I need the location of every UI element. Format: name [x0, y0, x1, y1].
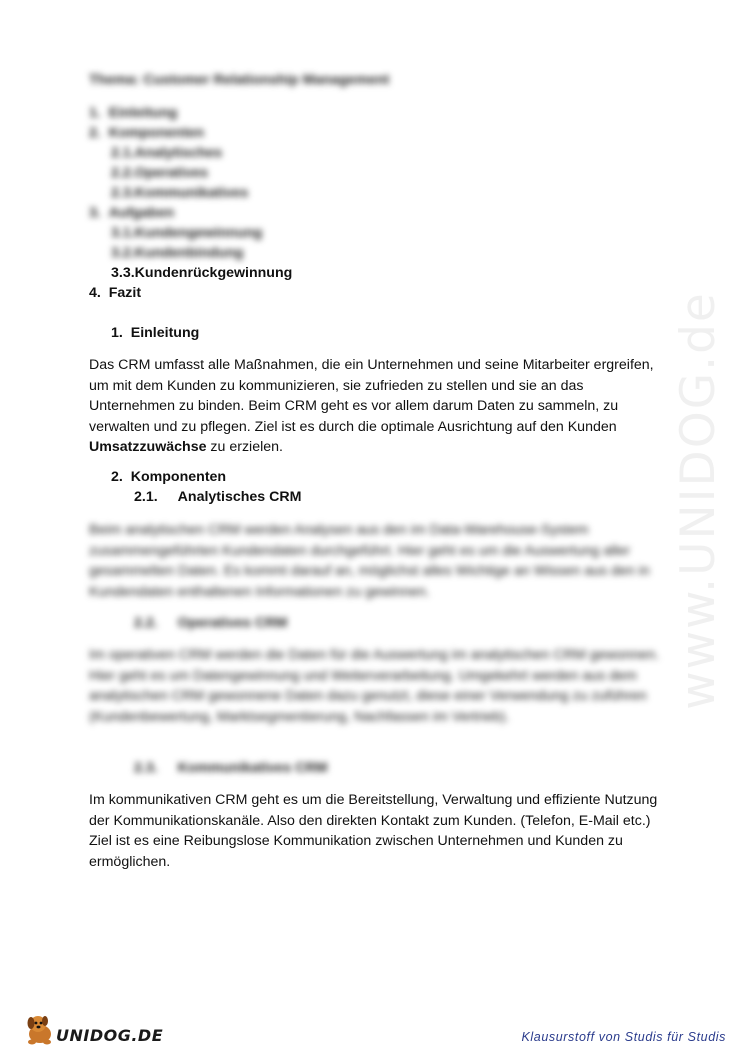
toc-label: Analytisches [134, 145, 223, 161]
toc-item [111, 183, 248, 203]
document-title: Thema: Customer Relationship Management [89, 72, 390, 88]
toc-label: Kundenrückgewinnung [134, 265, 293, 281]
toc-number: 3.2. [111, 245, 135, 261]
section-heading [111, 323, 199, 343]
toc-item [111, 243, 243, 263]
section-title: Analytisches CRM [177, 489, 302, 505]
subsection-heading [134, 758, 327, 778]
paragraph-text: Das CRM umfasst alle Maßnahmen, die ein Unternehmen und seine Mitarbeiter ergreifen, um mit dem Kunden zu kommunizieren, sie zufrieden zu stellen und sie an das Unternehmen zu binden. Beim CRM geht es vor allem darum Daten zu sammeln, zu verwalten und zu pflegen. Ziel ist es durch die optimale Ausrichtung auf den Kunden [89, 357, 654, 435]
toc-item [89, 203, 174, 223]
paragraph-emphasis: Umsatzzuwächse [89, 439, 207, 456]
subsection-heading [134, 487, 301, 507]
section-number: 1. [111, 325, 123, 341]
section-title: Kommunikatives CRM [177, 760, 328, 776]
toc-item [89, 103, 177, 123]
toc-item [111, 263, 292, 283]
section-number: 2. [111, 469, 123, 485]
toc-label: Operatives [134, 165, 209, 181]
section-number: 2.1. [134, 489, 158, 505]
section-heading [111, 467, 226, 487]
unidog-logo[interactable] [22, 1010, 164, 1048]
paragraph-text: zu erzielen. [206, 439, 283, 456]
toc-label: Kundenbindung [134, 245, 244, 261]
logo-text: UNIDOG.DE [56, 1026, 164, 1045]
section-paragraph: Im kommunikativen CRM geht es um die Bereitstellung, Verwaltung und effiziente Nutzung der Kommunikationskanäle. Also den direkten Kontakt zum Kunden. (Telefon, E-Mail etc.) Ziel ist es eine Reibungslose Kommunikation zwischen Unternehmen und Kunden zu ermöglichen. [89, 792, 658, 870]
toc-number: 2. [89, 125, 101, 141]
footer-tagline: Klausurstoff von Studis für Studis [521, 1030, 726, 1044]
toc-number: 4. [89, 285, 101, 301]
section-title: Einleitung [130, 325, 200, 341]
section-title: Operatives CRM [177, 615, 288, 631]
toc-label: Komponenten [108, 125, 205, 141]
toc-item [111, 163, 208, 183]
section-paragraph: Beim analytischen CRM werden Analysen aus den im Data-Warehouse-System zusammengeführten Kundendaten durchgeführt. Hier geht es um die Auswertung aller gesammelten Daten. Es kommt darauf an, möglichst alles Wichtige an Wissen aus den in Kundendaten enthaltenen Informationen zu gewinnen. [89, 522, 650, 600]
subsection-heading [134, 613, 287, 633]
toc-item [89, 123, 204, 143]
toc-number: 2.2. [111, 165, 135, 181]
toc-number: 1. [89, 105, 101, 121]
watermark-text: www.UNIDOG.de [670, 290, 726, 710]
toc-number: 3.1. [111, 225, 135, 241]
section-title: Komponenten [130, 469, 227, 485]
toc-number: 3.3. [111, 265, 135, 281]
section-paragraph: Im operativen CRM werden die Daten für die Auswertung im analytischen CRM gewonnen. Hier geht es um Datengewinnung und Weiterverarbeitung. Umgekehrt werden aus dem analytischen CRM gewonnene Daten dazu genutzt, diese einer Verwendung zu zuführen (Kundenbewertung, Marktsegmentierung, Nachfassen im Vertrieb). [89, 647, 660, 725]
toc-label: Kundengewinnung [134, 225, 263, 241]
section-number: 2.3. [134, 760, 158, 776]
toc-label: Kommunikatives [134, 185, 249, 201]
toc-number: 2.1. [111, 145, 135, 161]
section-paragraph [89, 355, 664, 458]
toc-label: Einleitung [108, 105, 178, 121]
watermark [668, 270, 728, 730]
toc-item [111, 223, 262, 243]
toc-label: Aufgaben [108, 205, 175, 221]
toc-label: Fazit [108, 285, 142, 301]
toc-item [89, 283, 141, 303]
toc-number: 2.3. [111, 185, 135, 201]
toc-number: 3. [89, 205, 101, 221]
section-number: 2.2. [134, 615, 158, 631]
toc-item [111, 143, 222, 163]
